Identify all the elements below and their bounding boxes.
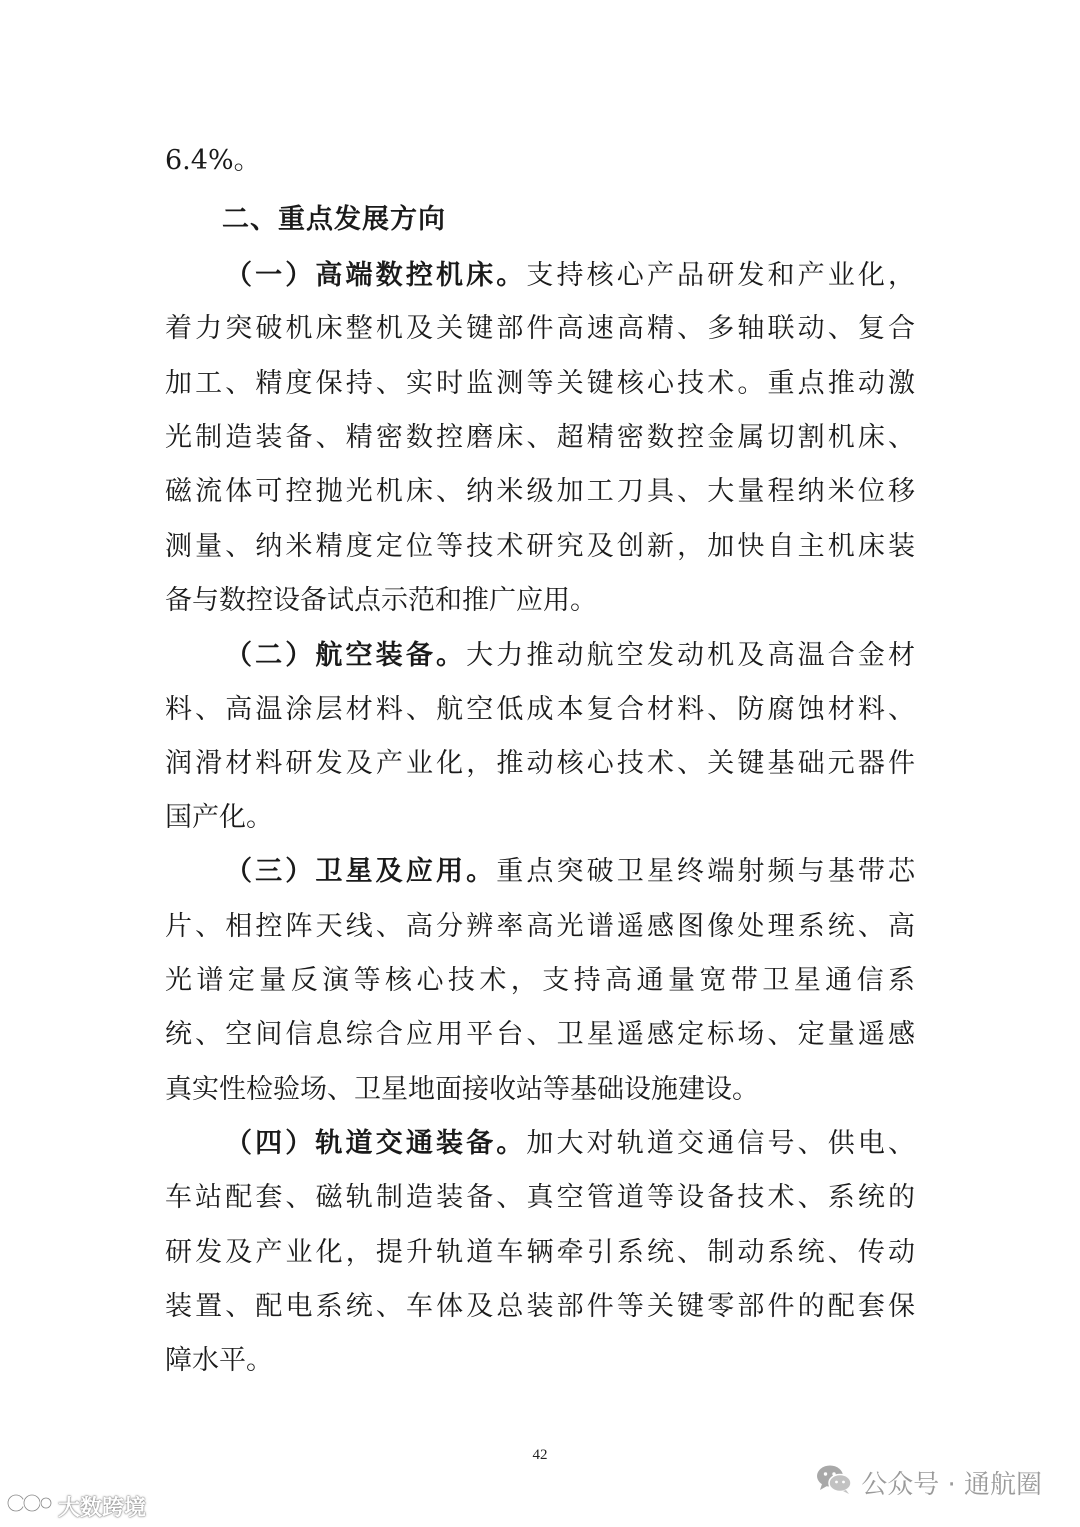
- paragraph-4-label: （四）轨道交通装备。: [225, 1128, 527, 1159]
- paragraph-1-line-2: 着力突破机床整机及关键部件高速高精、多轴联动、复合: [165, 313, 915, 344]
- paragraph-2-line-2: 料、高温涂层材料、航空低成本复合材料、防腐蚀材料、: [165, 694, 915, 725]
- paragraph-3-line-5: 真实性检验场、卫星地面接收站等基础设施建设。: [165, 1074, 759, 1105]
- paragraph-4-line-2: 车站配套、磁轨制造装备、真空管道等设备技术、系统的: [165, 1182, 915, 1213]
- paragraph-1-line-4: 光制造装备、精密数控磨床、超精密数控金属切割机床、: [165, 422, 915, 453]
- logo-mark-icon: [6, 1490, 54, 1522]
- paragraph-3-line-4: 统、空间信息综合应用平台、卫星遥感定标场、定量遥感: [165, 1019, 915, 1050]
- paragraph-1-line-7: 备与数控设备试点示范和推广应用。: [165, 585, 597, 616]
- paragraph-1-line-5: 磁流体可控抛光机床、纳米级加工刀具、大量程纳米位移: [165, 476, 915, 507]
- paragraph-4-line-4: 装置、配电系统、车体及总装部件等关键零部件的配套保: [165, 1291, 915, 1322]
- paragraph-2-label: （二）航空装备。: [225, 640, 467, 671]
- wechat-watermark-text: 公众号 · 通航圈: [861, 1469, 1042, 1500]
- paragraph-1-line-1: （一）高端数控机床。支持核心产品研发和产业化，: [225, 260, 916, 291]
- wechat-watermark: [815, 1462, 1042, 1502]
- wechat-icon: [815, 1463, 853, 1502]
- paragraph-4-line-3: 研发及产业化，提升轨道车辆牵引系统、制动系统、传动: [165, 1237, 915, 1268]
- paragraph-1-line-6: 测量、纳米精度定位等技术研究及创新，加快自主机床装: [165, 531, 915, 562]
- section-heading: 二、重点发展方向: [222, 204, 446, 235]
- top-fragment: 6.4%。: [165, 145, 261, 176]
- paragraph-3-line-3: 光谱定量反演等核心技术，支持高通量宽带卫星通信系: [165, 965, 915, 996]
- paragraph-2-line-1: （二）航空装备。大力推动航空发动机及高温合金材: [225, 640, 916, 671]
- paragraph-3-label: （三）卫星及应用。: [225, 856, 497, 887]
- paragraph-4-line-5: 障水平。: [165, 1345, 273, 1376]
- paragraph-2-line-4: 国产化。: [165, 802, 273, 833]
- corner-watermark: [6, 1492, 146, 1520]
- paragraph-3-line-1: （三）卫星及应用。重点突破卫星终端射频与基带芯: [225, 856, 916, 887]
- paragraph-2-line-3: 润滑材料研发及产业化，推动核心技术、关键基础元器件: [165, 748, 915, 779]
- paragraph-1-line-3: 加工、精度保持、实时监测等关键核心技术。重点推动激: [165, 368, 915, 399]
- paragraph-1-label: （一）高端数控机床。: [225, 260, 527, 291]
- page-number: 42: [532, 1447, 548, 1463]
- corner-watermark-text: 大数跨境: [58, 1495, 147, 1521]
- paragraph-4-line-1: （四）轨道交通装备。加大对轨道交通信号、供电、: [225, 1128, 916, 1159]
- paragraph-3-line-2: 片、相控阵天线、高分辨率高光谱遥感图像处理系统、高: [165, 911, 915, 942]
